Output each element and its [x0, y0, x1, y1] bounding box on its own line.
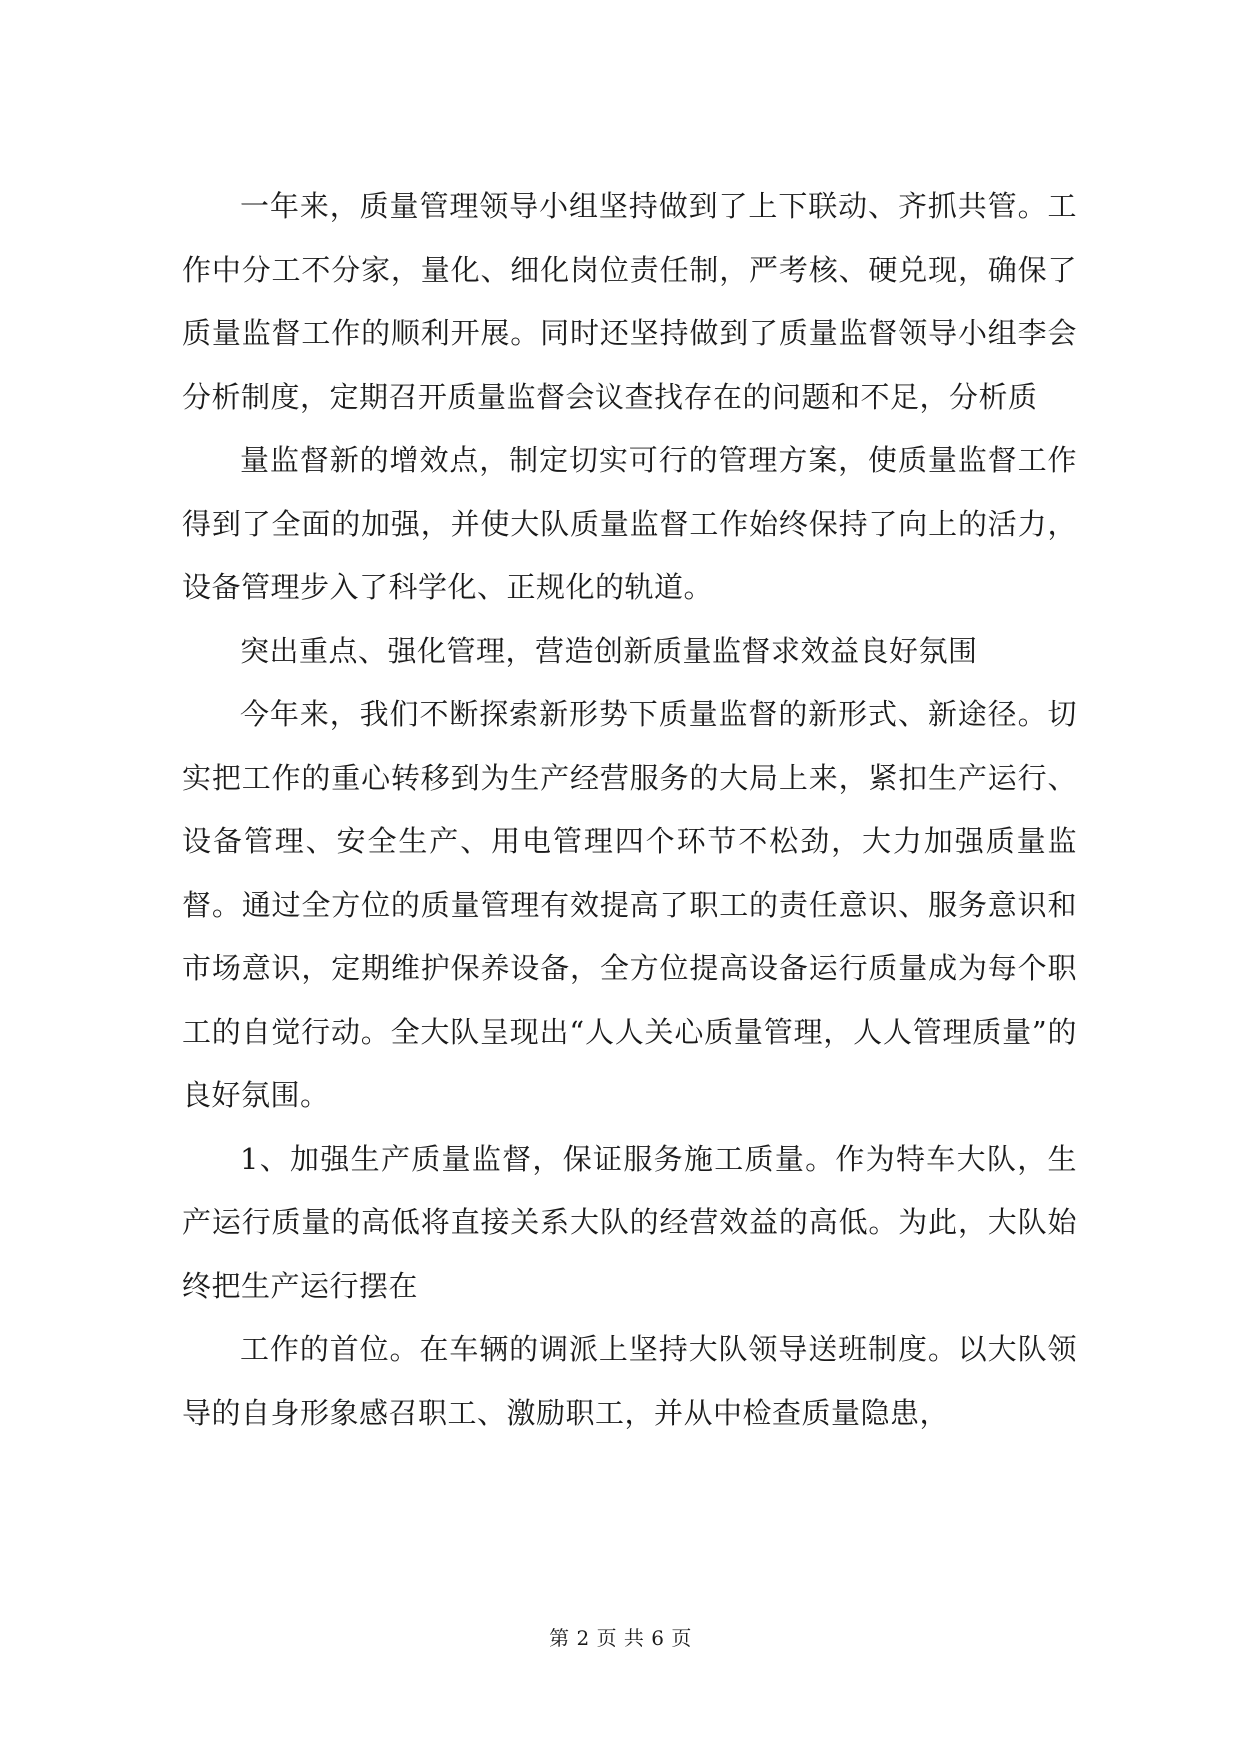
- document-body: [182, 175, 1077, 1445]
- page-indicator: 第 2 页 共 6 页: [549, 1626, 692, 1650]
- paragraph: 1、加强生产质量监督，保证服务施工质量。作为特车大队，生产运行质量的高低将直接关系大队的经营效益的高低。为此，大队始终把生产运行摆在: [182, 1141, 1077, 1303]
- page-footer: [0, 1622, 1241, 1651]
- section-heading: 突出重点、强化管理，营造创新质量监督求效益良好氛围: [240, 633, 978, 668]
- paragraph: 一年来，质量管理领导小组坚持做到了上下联动、齐抓共管。工作中分工不分家，量化、细化岗位责任制，严考核、硬兑现，确保了质量监督工作的顺利开展。同时还坚持做到了质量监督领导小组李会分析制度，定期召开质量监督会议查找存在的问题和不足，分析质: [182, 189, 1077, 414]
- paragraph: 工作的首位。在车辆的调派上坚持大队领导送班制度。以大队领导的自身形象感召职工、激励职工，并从中检查质量隐患，: [182, 1332, 1077, 1430]
- paragraph: 量监督新的增效点，制定切实可行的管理方案，使质量监督工作得到了全面的加强，并使大队质量监督工作始终保持了向上的活力，设备管理步入了科学化、正规化的轨道。: [182, 443, 1077, 604]
- paragraph: 今年来，我们不断探索新形势下质量监督的新形式、新途径。切实把工作的重心转移到为生产经营服务的大局上来，紧扣生产运行、设备管理、安全生产、用电管理四个环节不松劲，大力加强质量监督。通过全方位的质量管理有效提高了职工的责任意识、服务意识和市场意识，定期维护保养设备，全方位提高设备运行质量成为每个职工的自觉行动。全大队呈现出“人人关心质量管理，人人管理质量”的良好氛围。: [182, 697, 1077, 1112]
